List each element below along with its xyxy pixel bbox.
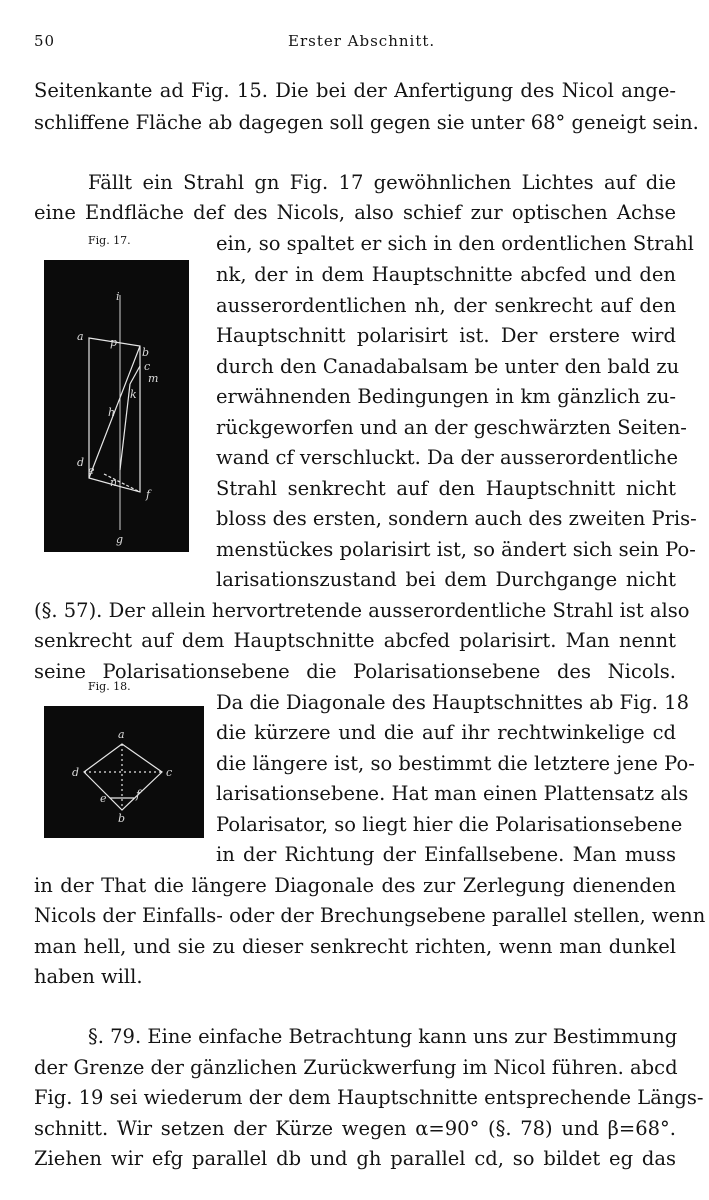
text-line: in der Richtung der Einfallsebene. Man muss [216, 843, 676, 866]
text-line: Ziehen wir efg parallel db und gh parallel cd, so bildet eg das [34, 1147, 676, 1170]
figure-17-caption: Fig. 17. [88, 234, 131, 247]
prism-cross-section-diagram [44, 706, 204, 838]
label-m: m [148, 372, 159, 385]
page-number: 50 [34, 32, 56, 50]
text-line: Fällt ein Strahl gn Fig. 17 gewöhnlichen Lichtes auf die [88, 171, 676, 194]
text-line: Hauptschnitt polarisirt ist. Der erstere wird [216, 324, 676, 347]
text-line: larisationszustand bei dem Durchgange nicht [216, 568, 676, 591]
text-line: Da die Diagonale des Hauptschnittes ab Fig. 18 [216, 691, 689, 714]
text-line: menstückes polarisirt ist, so ändert sich sein Po- [216, 538, 696, 561]
text-line: Seitenkante ad Fig. 15. Die bei der Anfertigung des Nicol ange- [34, 79, 676, 102]
label-e: e [100, 792, 107, 805]
nicol-prism-diagram [44, 260, 189, 552]
text-line: der Grenze der gänzlichen Zurückwerfung im Nicol führen. abcd [34, 1056, 678, 1079]
text-line: seine Polarisationsebene die Polarisationsebene des Nicols. [34, 660, 676, 683]
label-b: b [142, 346, 150, 359]
label-h: h [108, 406, 116, 419]
label-a: a [77, 330, 84, 343]
label-c: c [144, 360, 151, 373]
text-line: ausserordentlichen nh, der senkrecht auf den [216, 294, 676, 317]
text-line: bloss des ersten, sondern auch des zweiten Pris- [216, 507, 697, 530]
text-line: erwähnenden Bedingungen in km gänzlich zu- [216, 385, 676, 408]
text-line: eine Endfläche def des Nicols, also schief zur optischen Achse [34, 201, 676, 224]
label-d: d [72, 766, 80, 779]
text-line: Polarisator, so liegt hier die Polarisationsebene [216, 813, 683, 836]
text-line: (§. 57). Der allein hervortretende ausserordentliche Strahl ist also [34, 599, 690, 622]
label-f: f [146, 488, 151, 501]
text-line: schnitt. Wir setzen der Kürze wegen α=90° (§. 78) und β=68°. [34, 1117, 676, 1140]
text-line: wand cf verschluckt. Da der ausserordentliche [216, 446, 679, 469]
label-c: c [166, 766, 173, 779]
label-n: n [110, 476, 118, 489]
text-line: larisationsebene. Hat man einen Plattensatz als [216, 782, 689, 805]
label-b: b [118, 812, 126, 825]
text-line: rückgeworfen und an der geschwärzten Seiten- [216, 416, 687, 439]
label-a: a [118, 728, 125, 741]
label-f: f [136, 788, 141, 801]
text-line: die längere ist, so bestimmt die letztere jene Po- [216, 752, 695, 775]
text-line: ein, so spaltet er sich in den ordentlichen Strahl [216, 232, 694, 255]
text-line: Strahl senkrecht auf den Hauptschnitt nicht [216, 477, 676, 500]
figure-18-plate [44, 706, 204, 838]
text-line: man hell, und sie zu dieser senkrecht richten, wenn man dunkel [34, 935, 676, 958]
text-line: nk, der in dem Hauptschnitte abcfed und den [216, 263, 676, 286]
label-d: d [77, 456, 85, 469]
text-line: haben will. [34, 965, 143, 988]
running-title: Erster Abschnitt. [288, 32, 436, 50]
label-g: g [116, 533, 124, 546]
text-line: Nicols der Einfalls- oder der Brechungsebene parallel stellen, wenn [34, 904, 706, 927]
figure-17-plate [44, 260, 189, 552]
text-line: die kürzere und die auf ihr rechtwinkelige cd [216, 721, 676, 744]
ordinary-ray [120, 384, 130, 470]
text-line: §. 79. Eine einfache Betrachtung kann uns zur Bestimmung [88, 1025, 678, 1048]
label-k: k [130, 388, 137, 401]
text-line: schliffene Fläche ab dagegen soll gegen sie unter 68° geneigt sein. [34, 111, 699, 134]
label-i: i [116, 290, 120, 303]
text-line: senkrecht auf dem Hauptschnitte abcfed polarisirt. Man nennt [34, 629, 676, 652]
label-e: e [88, 464, 95, 477]
label-p: p [110, 336, 118, 349]
rhombus-outline [84, 744, 162, 810]
text-line: Fig. 19 sei wiederum der dem Hauptschnitte entsprechende Längs- [34, 1086, 704, 1109]
figure-18-caption: Fig. 18. [88, 680, 131, 693]
text-line: durch den Canadabalsam be unter den bald zu [216, 355, 680, 378]
text-line: in der That die längere Diagonale des zur Zerlegung dienenden [34, 874, 676, 897]
